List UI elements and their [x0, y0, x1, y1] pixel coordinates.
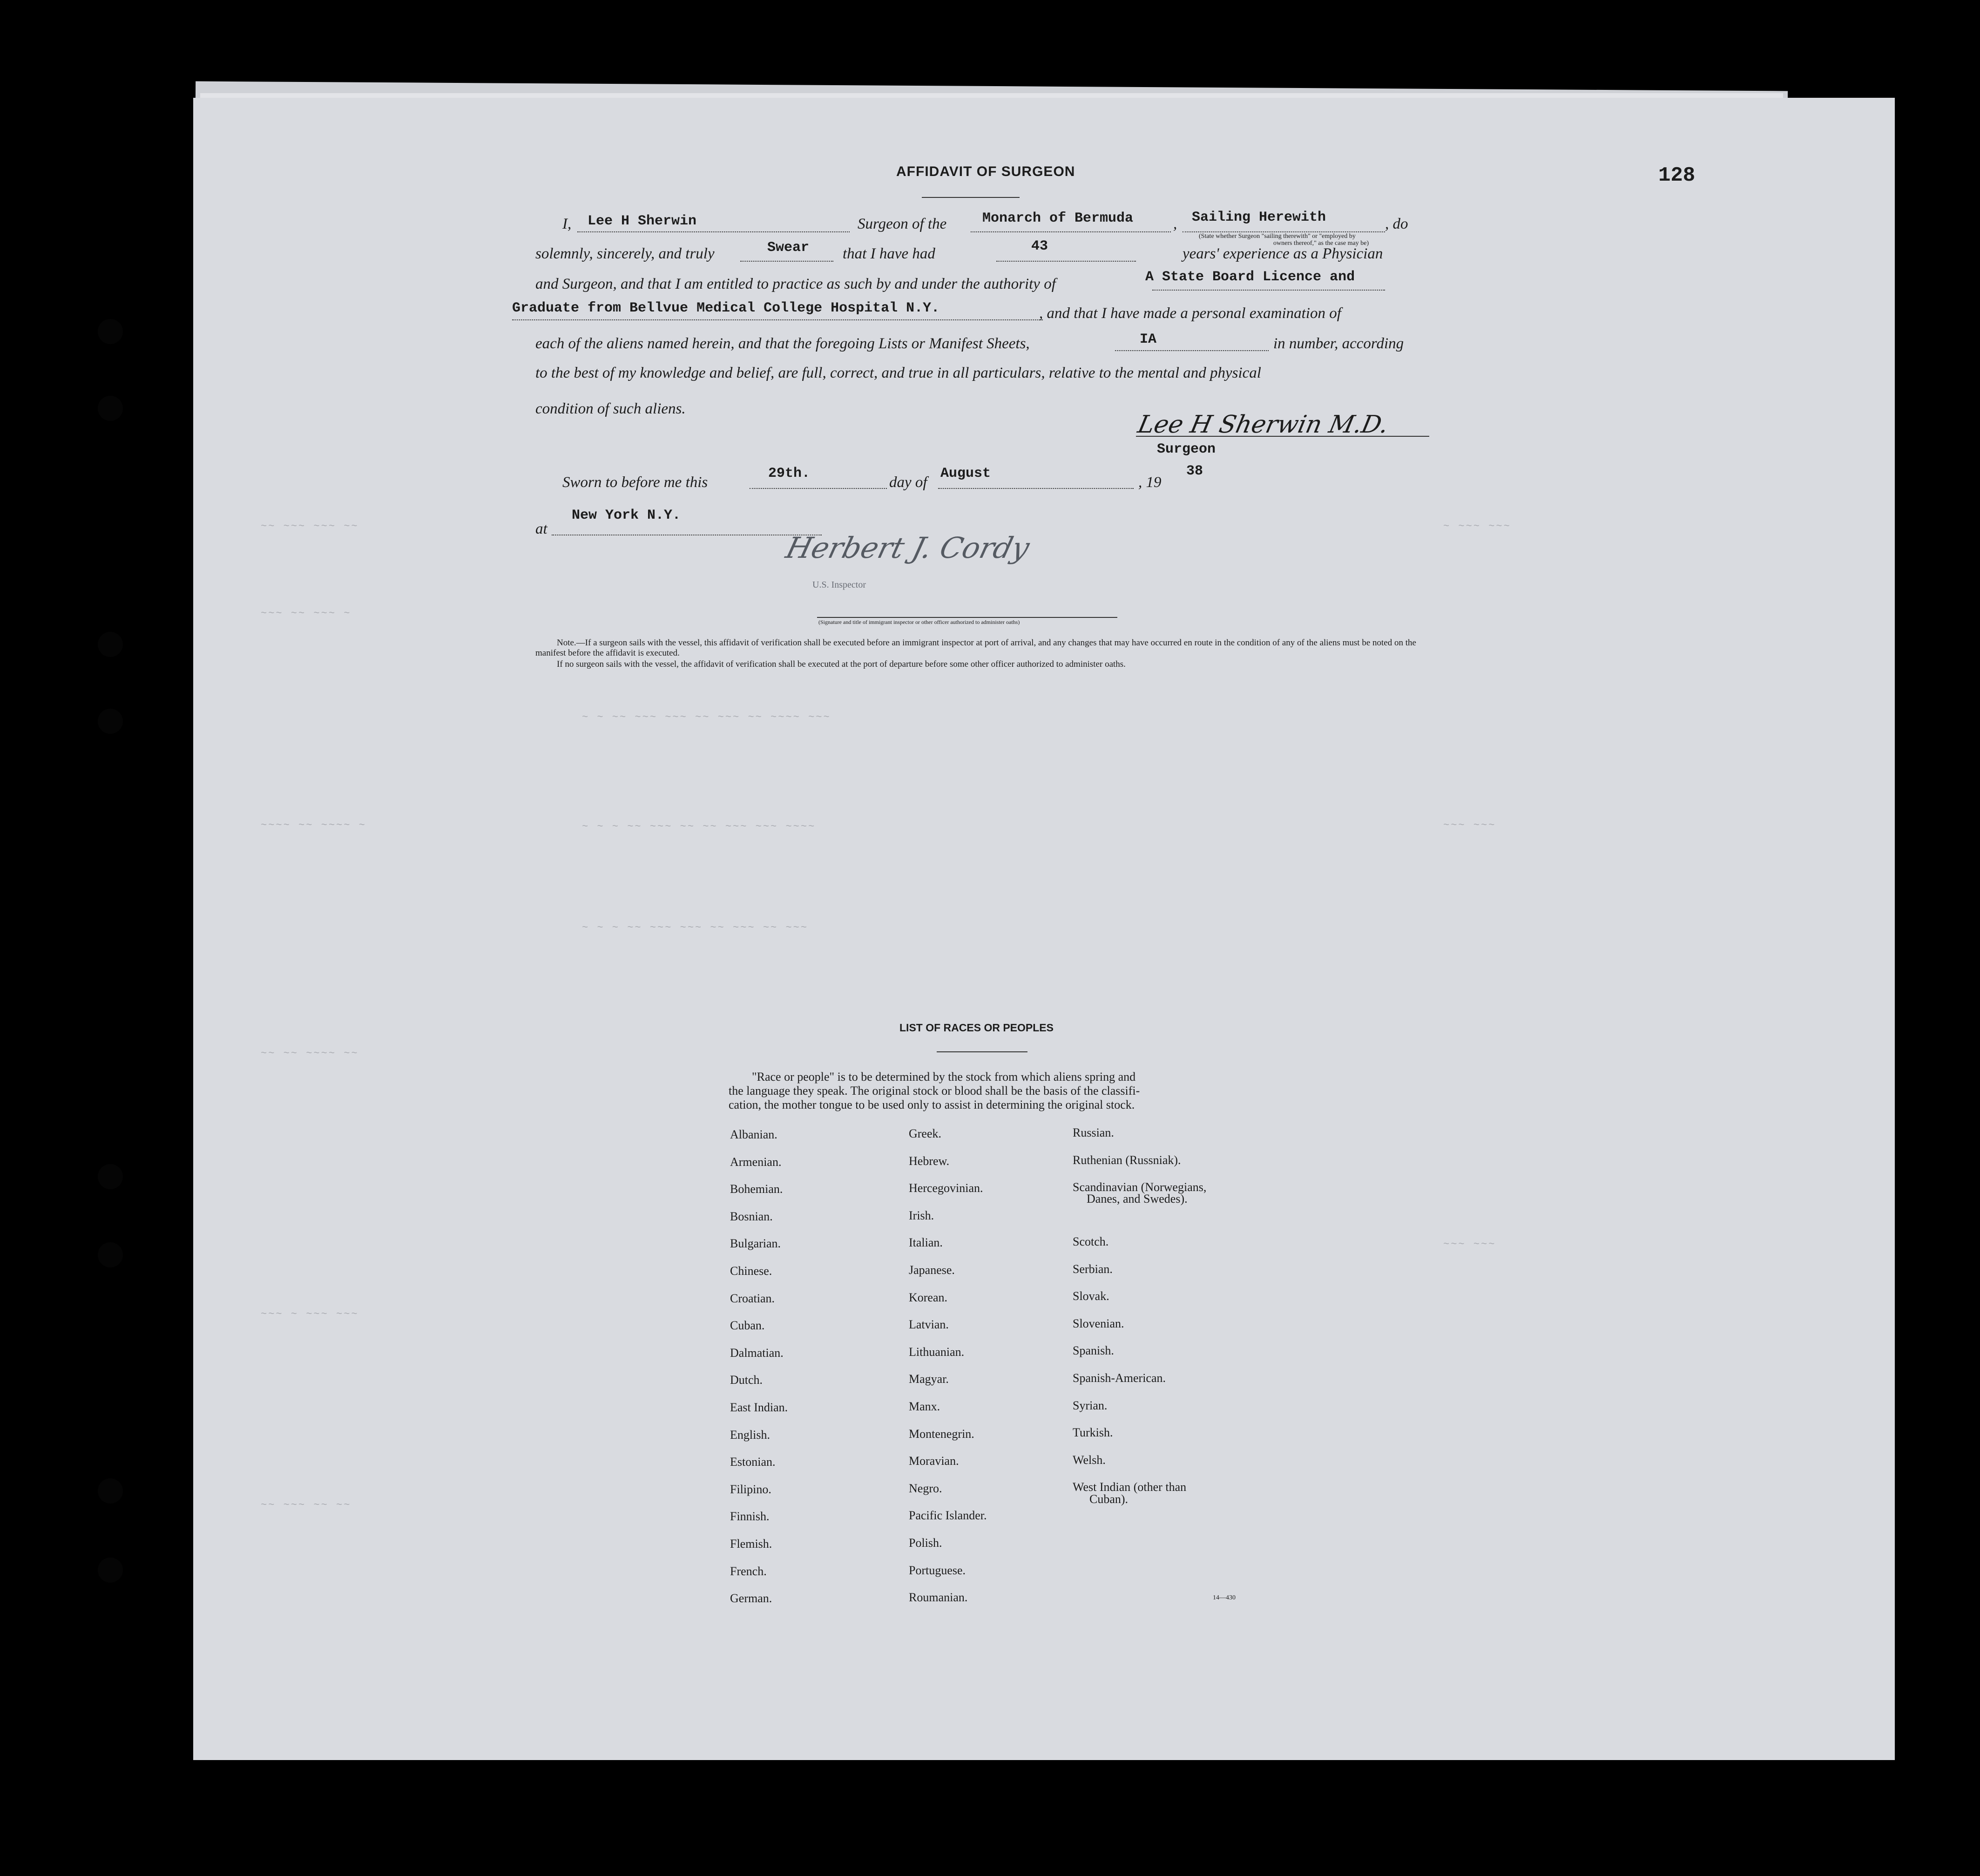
- race-item: Bulgarian.: [730, 1237, 781, 1250]
- race-item: Bohemian.: [730, 1182, 783, 1196]
- vessel-name: Monarch of Bermuda: [982, 210, 1134, 226]
- sworn-day: 29th.: [768, 466, 811, 481]
- races-title: LIST OF RACES OR PEOPLES: [899, 1022, 1054, 1034]
- text-best-knowledge: to the best of my knowledge and belief, are full, correct, and true in all particulars, relative to the mental and physical: [535, 365, 1261, 381]
- inspector-signature: Herbert J. Cordy: [782, 531, 1033, 565]
- signature-line: [1136, 436, 1429, 437]
- form-number: 14—430: [1213, 1594, 1236, 1601]
- race-item: Syrian.: [1073, 1399, 1108, 1412]
- status-note: owners thereof," as the case may be): [1273, 240, 1369, 247]
- sworn-place: New York N.Y.: [572, 508, 681, 523]
- race-item: Negro.: [909, 1482, 942, 1495]
- authority-line: [1152, 290, 1385, 291]
- race-item: Welsh.: [1073, 1453, 1106, 1467]
- race-item: Hebrew.: [909, 1154, 950, 1168]
- race-item: Italian.: [909, 1236, 943, 1249]
- surgeon-signature: Lee H Sherwin M.D.: [1135, 411, 1391, 439]
- title-underline: [922, 197, 1020, 198]
- bleed-through-mark: ~ ~ ~~ ~~~ ~~~ ~~ ~~~ ~~ ~~~~ ~~~: [582, 711, 831, 723]
- bleed-through-mark: ~~~ ~~~: [1443, 819, 1496, 831]
- text-i: I,: [562, 216, 572, 232]
- race-item: Flemish.: [730, 1537, 772, 1551]
- punch-hole: [98, 396, 123, 421]
- race-item: Polish.: [909, 1536, 942, 1550]
- surgeon-name-line: [577, 231, 850, 232]
- note-paragraph: If no surgeon sails with the vessel, the affidavit of verification shall be executed at the port of departure before some other officer authorized to administer oaths.: [557, 659, 1126, 669]
- oath: Swear: [767, 240, 810, 256]
- race-item: Latvian.: [909, 1318, 949, 1331]
- race-item: French.: [730, 1564, 767, 1578]
- note-paragraph: Note.—If a surgeon sails with the vessel, this affidavit of verification shall be executed before an immigrant inspector at port of arrival, and any changes that may have occurred en route in the condition of any of the aliens must be noted on the manifest before the affidavit is executed.: [535, 638, 1416, 658]
- page-number: 128: [1658, 164, 1696, 187]
- race-item: Hercegovinian.: [909, 1181, 983, 1195]
- race-item: Greek.: [909, 1127, 942, 1140]
- race-item: Estonian.: [730, 1455, 776, 1469]
- race-item: German.: [730, 1592, 772, 1605]
- text-and-surgeon: and Surgeon, and that I am entitled to practice as such by and under the authority of: [535, 276, 1056, 292]
- race-item: Russian.: [1073, 1126, 1114, 1139]
- race-item: Spanish-American.: [1073, 1371, 1166, 1385]
- race-item: Filipino.: [730, 1483, 771, 1496]
- race-item: East Indian.: [730, 1401, 788, 1414]
- race-item: Korean.: [909, 1291, 948, 1304]
- races-intro: cation, the mother tongue to be used only to assist in determining the original stock.: [729, 1098, 1135, 1111]
- punch-hole: [98, 709, 123, 734]
- race-item: Armenian.: [730, 1155, 782, 1169]
- bleed-through-mark: ~~~ ~~ ~~~ ~: [261, 608, 351, 619]
- race-item: Cuban).: [1089, 1492, 1129, 1506]
- race-item: Ruthenian (Russniak).: [1073, 1153, 1181, 1167]
- bleed-through-mark: ~ ~ ~ ~~ ~~~ ~~~ ~~ ~~~ ~~ ~~~: [582, 922, 809, 934]
- years-experience: 43: [1031, 238, 1048, 254]
- race-item: Scotch.: [1073, 1235, 1109, 1248]
- race-item: Japanese.: [909, 1263, 955, 1277]
- text-day-of: day of: [889, 474, 927, 491]
- sworn-month-line: [938, 488, 1134, 489]
- status-line: [1183, 231, 1385, 232]
- bleed-through-mark: ~ ~ ~ ~~ ~~~ ~~ ~~ ~~~ ~~~ ~~~~: [582, 821, 816, 833]
- race-item: Montenegrin.: [909, 1427, 974, 1441]
- text-each-of-aliens: each of the aliens named herein, and that the foregoing Lists or Manifest Sheets,: [535, 335, 1030, 352]
- race-item: Spanish.: [1073, 1344, 1114, 1357]
- race-item: Roumanian.: [909, 1591, 968, 1604]
- bleed-through-mark: ~~ ~~~ ~~~ ~~: [261, 521, 359, 532]
- punch-hole: [98, 632, 123, 657]
- inspector-caption: (Signature and title of immigrant inspector or other officer authorized to administer oaths): [818, 619, 1020, 625]
- race-item: Irish.: [909, 1209, 934, 1222]
- text-comma: ,: [1173, 216, 1177, 232]
- vessel-line: [971, 231, 1171, 232]
- signature-title: Surgeon: [1157, 441, 1216, 457]
- document-page: [193, 98, 1895, 1760]
- bleed-through-mark: ~~~ ~~~: [1443, 1239, 1496, 1250]
- race-item: West Indian (other than: [1073, 1480, 1187, 1494]
- text-at: at: [535, 521, 547, 537]
- text-condition: condition of such aliens.: [535, 400, 686, 417]
- race-item: Croatian.: [730, 1292, 775, 1305]
- oath-line: [740, 261, 833, 262]
- text-surgeon-of-the: Surgeon of the: [858, 216, 947, 232]
- races-title-underline: [937, 1051, 1027, 1052]
- text-do: , do: [1385, 216, 1408, 232]
- text-sworn: Sworn to before me this: [562, 474, 708, 491]
- bleed-through-mark: ~ ~~~ ~~~: [1443, 521, 1511, 532]
- race-item: Bosnian.: [730, 1210, 773, 1223]
- races-intro: the language they speak. The original stock or blood shall be the basis of the classifi-: [729, 1084, 1140, 1097]
- race-item: Chinese.: [730, 1264, 772, 1278]
- sworn-year: 38: [1186, 463, 1203, 479]
- sworn-day-line: [750, 488, 887, 489]
- authority-line-2: [512, 319, 1043, 320]
- race-item: English.: [730, 1428, 770, 1442]
- years-line: [996, 261, 1136, 262]
- status-note: (State whether Surgeon "sailing therewith" or "employed by: [1199, 233, 1356, 240]
- race-item: Scandinavian (Norwegians,: [1073, 1180, 1207, 1194]
- inspector-stamp: U.S. Inspector: [812, 580, 866, 590]
- race-item: Dalmatian.: [730, 1346, 784, 1360]
- races-intro: "Race or people" is to be determined by the stock from which aliens spring and: [752, 1070, 1136, 1084]
- race-item: Cuban.: [730, 1319, 765, 1332]
- race-item: Pacific Islander.: [909, 1509, 987, 1522]
- race-item: Magyar.: [909, 1372, 949, 1386]
- surgeon-name: Lee H Sherwin: [588, 213, 697, 229]
- race-item: Lithuanian.: [909, 1345, 965, 1359]
- punch-hole: [98, 1478, 123, 1504]
- punch-hole: [98, 1164, 123, 1189]
- race-item: Moravian.: [909, 1454, 959, 1468]
- authority-2: Graduate from Bellvue Medical College Hospital N.Y.: [512, 300, 940, 316]
- text-that-i-have-had: that I have had: [843, 245, 935, 262]
- surgeon-status: Sailing Herewith: [1192, 210, 1326, 225]
- bleed-through-mark: ~~~ ~ ~~~ ~~~: [261, 1308, 359, 1320]
- race-item: Danes, and Swedes).: [1087, 1192, 1188, 1206]
- race-item: Manx.: [909, 1400, 940, 1413]
- race-item: Albanian.: [730, 1128, 777, 1141]
- manifest-sheets: IA: [1140, 332, 1157, 347]
- punch-hole: [98, 1242, 123, 1267]
- race-item: Dutch.: [730, 1373, 763, 1387]
- sheets-line: [1115, 350, 1269, 351]
- race-item: Turkish.: [1073, 1426, 1113, 1439]
- race-item: Serbian.: [1073, 1262, 1113, 1276]
- punch-hole: [98, 319, 123, 344]
- race-item: Portuguese.: [909, 1564, 966, 1577]
- text-solemnly: solemnly, sincerely, and truly: [535, 245, 715, 262]
- text-in-number: in number, according: [1273, 335, 1404, 352]
- inspector-signature-line: [817, 617, 1117, 618]
- affidavit-title: AFFIDAVIT OF SURGEON: [896, 164, 1075, 179]
- bleed-through-mark: ~~ ~~ ~~~~ ~~: [261, 1048, 359, 1059]
- authority-1: A State Board Licence and: [1145, 269, 1355, 285]
- text-19: , 19: [1138, 474, 1162, 491]
- sworn-month: August: [940, 466, 991, 481]
- text-years-experience: years' experience as a Physician: [1183, 245, 1383, 262]
- race-item: Slovenian.: [1073, 1317, 1124, 1330]
- race-item: Finnish.: [730, 1510, 770, 1523]
- bleed-through-mark: ~~~~ ~~ ~~~~ ~: [261, 819, 366, 831]
- bleed-through-mark: ~~ ~~~ ~~ ~~: [261, 1499, 351, 1511]
- punch-hole: [98, 1558, 123, 1583]
- text-personal-exam: , and that I have made a personal examination of: [1039, 305, 1341, 322]
- race-item: Slovak.: [1073, 1289, 1109, 1303]
